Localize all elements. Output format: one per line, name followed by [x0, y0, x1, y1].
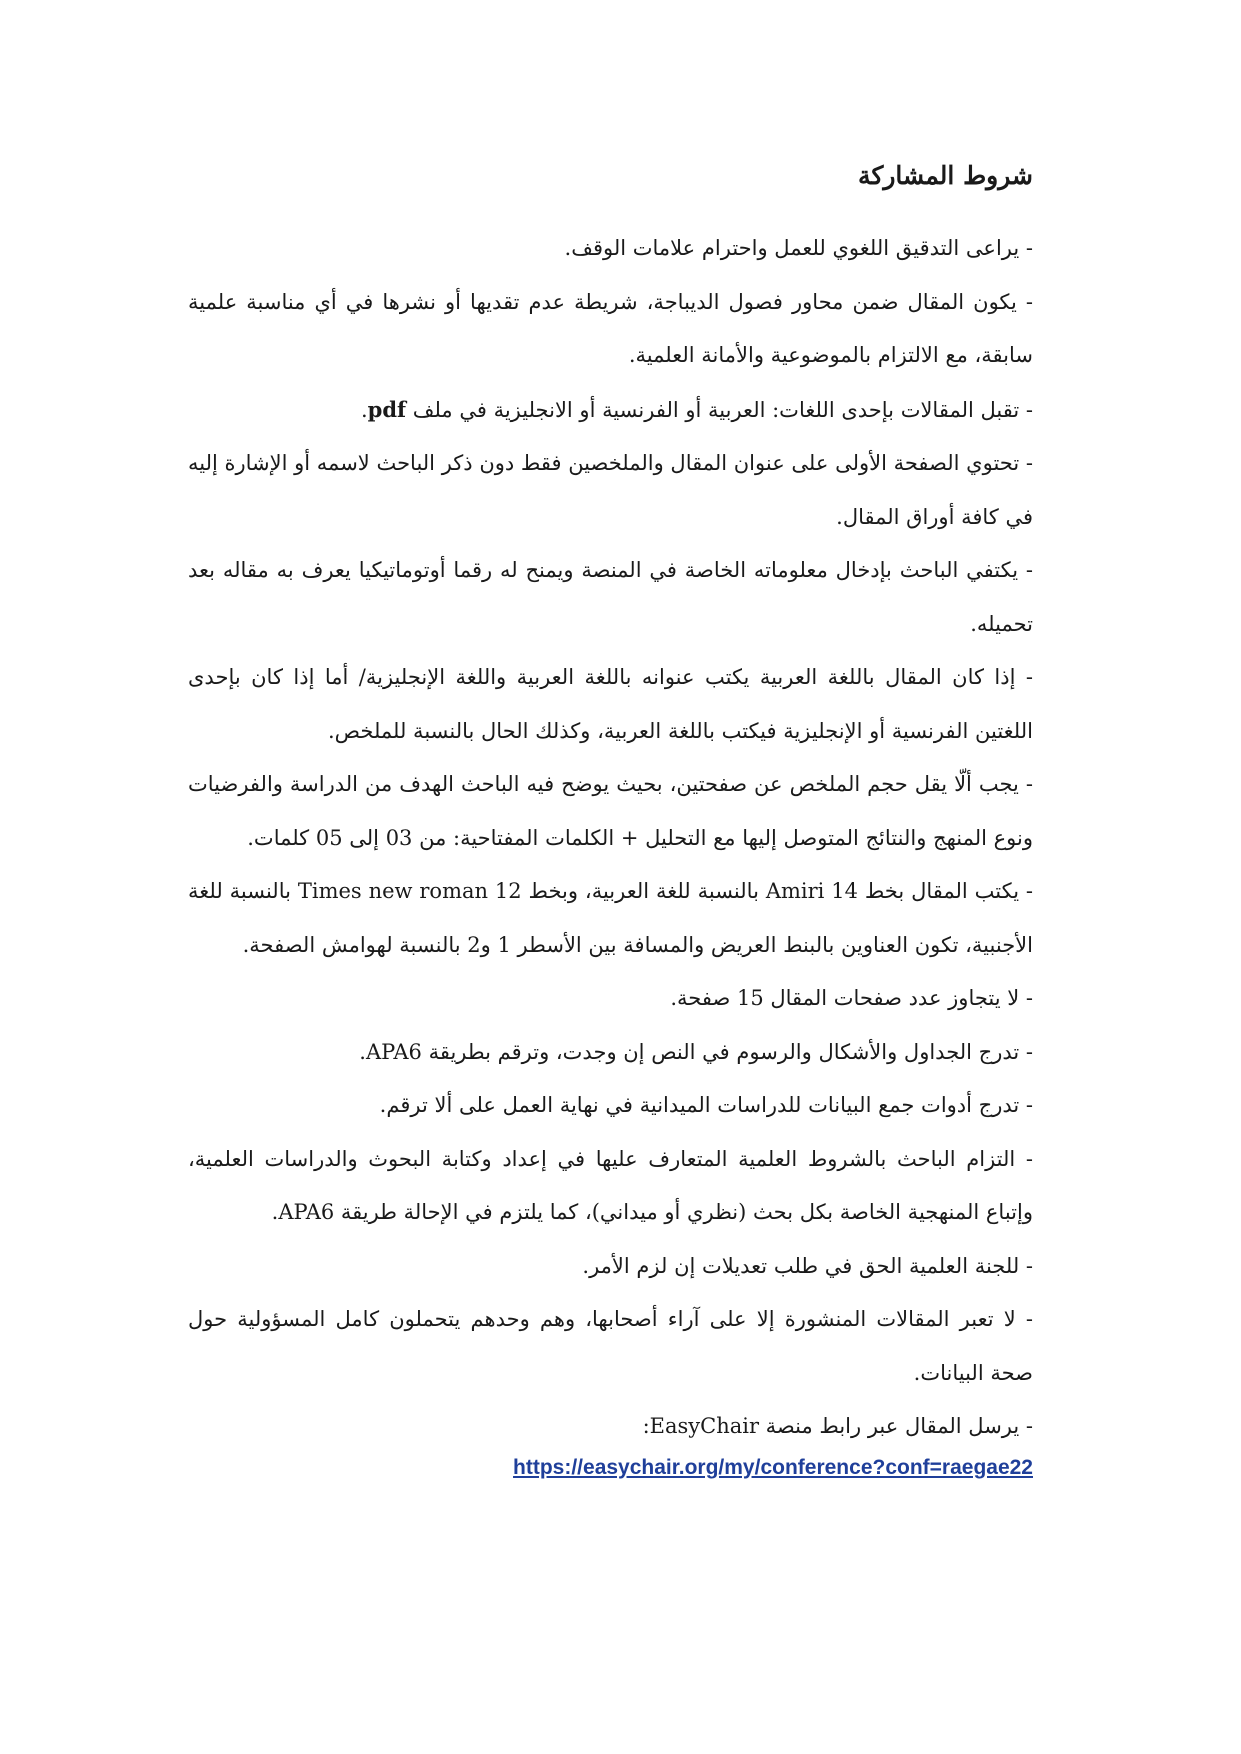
page-title: شروط المشاركة: [858, 161, 1033, 190]
rule-languages-text: - تقبل المقالات بإحدى اللغات: العربية أو الفرنسية أو الانجليزية في ملف: [406, 397, 1033, 422]
rule-languages-end: .: [360, 397, 368, 422]
rule-item: - تدرج أدوات جمع البيانات للدراسات الميدانية في نهاية العمل على ألا ترقم.: [379, 1093, 1033, 1117]
rule-item: - يكون المقال ضمن محاور فصول الديباجة، شريطة عدم تقديها أو نشرها في أي مناسبة علمية سابقة، مع الالتزام بالموضوعية والأمانة العلمية.: [188, 289, 1033, 367]
document-body: [188, 150, 1033, 1480]
rule-item: - يجب ألّا يقل حجم الملخص عن صفحتين، بحيث يوضح فيه الباحث الهدف من الدراسة والفرضيات ونوع المنهج والنتائج المتوصل إليها مع التحليل + الكلمات المفتاحية: من 03 إلى 05 كلمات.: [188, 772, 1033, 850]
rule-item: - لا يتجاوز عدد صفحات المقال 15 صفحة.: [670, 986, 1033, 1010]
rule-item: - تحتوي الصفحة الأولى على عنوان المقال والملخصين فقط دون ذكر الباحث لاسمه أو الإشارة إليه في كافة أوراق المقال.: [188, 451, 1033, 529]
rule-item: - التزام الباحث بالشروط العلمية المتعارف عليها في إعداد وكتابة البحوث والدراسات العلمية، وإتباع المنهجية الخاصة بكل بحث (نظري أو ميداني)، كما يلتزم في الإحالة طريقة APA6.: [188, 1146, 1033, 1224]
rule-item: - إذا كان المقال باللغة العربية يكتب عنوانه باللغة العربية واللغة الإنجليزية/ أما إذا كان بإحدى اللغتين الفرنسية أو الإنجليزية فيكتب باللغة العربية، وكذلك الحال بالنسبة للملخص.: [188, 665, 1033, 743]
rule-item: - يكتفي الباحث بإدخال معلوماته الخاصة في المنصة ويمنح له رقما أوتوماتيكيا يعرف به مقاله بعد تحميله.: [188, 558, 1033, 636]
rule-item: - لا تعبر المقالات المنشورة إلا على آراء أصحابها، وهم وحدهم يتحملون كامل المسؤولية حول صحة البيانات.: [188, 1307, 1033, 1385]
rule-item-submission: - يرسل المقال عبر رابط منصة EasyChair:: [642, 1414, 1033, 1438]
rule-languages-format: pdf: [367, 396, 407, 422]
rule-item: - للجنة العلمية الحق في طلب تعديلات إن لزم الأمر.: [582, 1253, 1033, 1278]
rule-item-languages: [188, 383, 1033, 438]
rule-item: - يراعى التدقيق اللغوي للعمل واحترام علامات الوقف.: [564, 236, 1033, 260]
rule-item: - يكتب المقال بخط Amiri 14 بالنسبة للغة العربية، وبخط Times new roman 12 بالنسبة للغة الأجنبية، تكون العناوين بالبنط العريض والمسافة بين الأسطر 1 و2 بالنسبة لهوامش الصفحة.: [188, 879, 1034, 957]
submission-link[interactable]: https://easychair.org/my/conference?conf=raegae22: [513, 1455, 1033, 1479]
rule-item: - تدرج الجداول والأشكال والرسوم في النص إن وجدت، وترقم بطريقة APA6.: [359, 1039, 1033, 1064]
submission-link-row: [188, 1456, 1033, 1480]
